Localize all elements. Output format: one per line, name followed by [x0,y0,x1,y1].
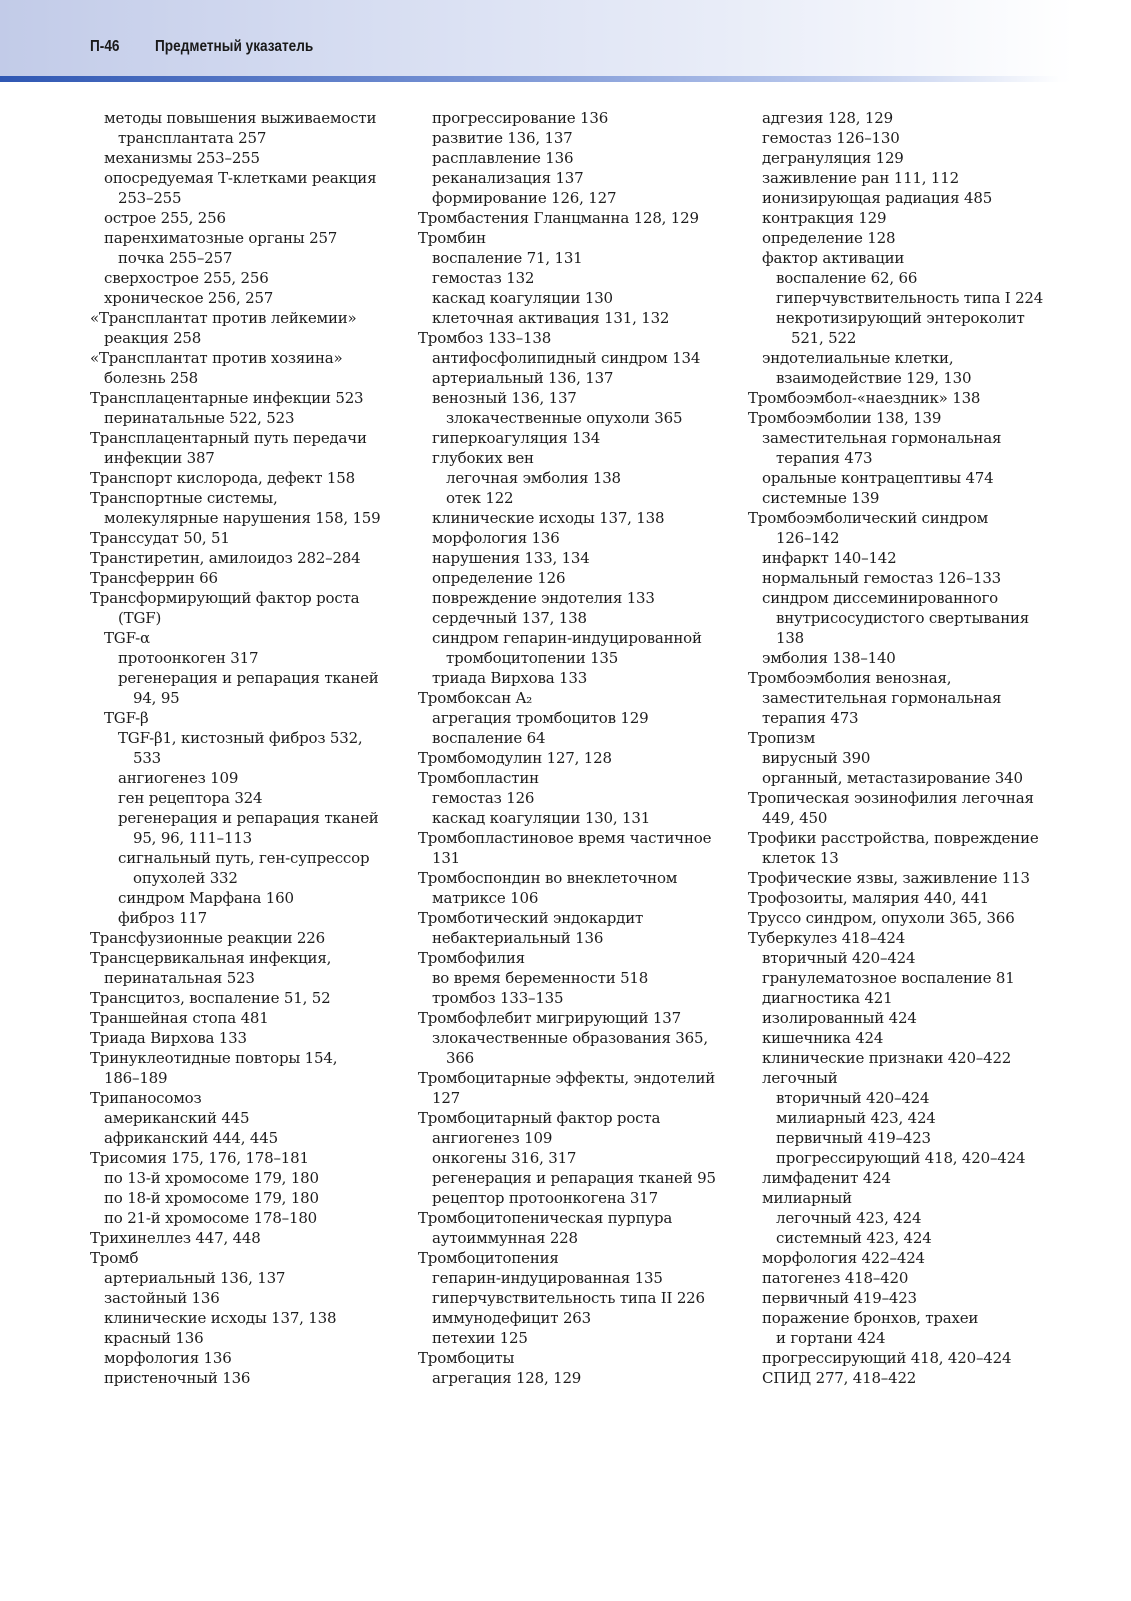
index-subentry: отек 122 [446,489,514,507]
index-subentry: воспаление 64 [432,729,546,747]
index-subentry: органный, метастазирование 340 [762,769,1023,787]
page-number: П-46 [90,38,120,55]
index-subentry: взаимодействие 129, 130 [776,369,972,387]
index-subentry: агрегация 128, 129 [432,1369,582,1387]
index-subentry: нарушения 133, 134 [432,549,590,567]
index-subentry: первичный 419–423 [762,1289,917,1307]
index-subentry: гемостаз 126–130 [762,129,900,147]
index-subentry: синдром гепарин-индуцированной [432,629,702,647]
index-subentry: прогрессирующий 418, 420–424 [762,1349,1012,1367]
index-subentry: инфекции 387 [104,449,215,467]
index-subentry: лимфаденит 424 [762,1169,891,1187]
index-heading: Транспорт кислорода, дефект 158 [90,469,355,487]
index-subentry: легочный [762,1069,838,1087]
index-subentry: американский 445 [104,1109,250,1127]
index-subentry: аутоиммунная 228 [432,1229,578,1247]
index-subentry: эмболия 138–140 [762,649,896,667]
index-heading: Тромбоциты [418,1349,515,1367]
index-subentry: 94, 95 [133,689,180,707]
index-subentry: сверхострое 255, 256 [104,269,269,287]
index-heading: Тромбопластин [418,769,539,787]
index-subentry: некротизирующий энтероколит [776,309,1025,327]
index-subentry: паренхиматозные органы 257 [104,229,338,247]
index-heading: Трихинеллез 447, 448 [90,1229,261,1247]
index-subentry: ангиогенез 109 [432,1129,553,1147]
index-subentry: артериальный 136, 137 [432,369,614,387]
index-subentry: ангиогенез 109 [118,769,239,787]
index-subentry: морфология 422–424 [762,1249,925,1267]
index-column-1 [90,108,390,1388]
index-heading: «Трансплантат против лейкемии» [90,309,357,327]
index-heading: Тромбастения Гланцманна 128, 129 [418,209,699,227]
index-subentry: первичный 419–423 [776,1129,931,1147]
index-subentry: онкогены 316, 317 [432,1149,577,1167]
index-subentry: внутрисосудистого свертывания [776,609,1030,627]
index-subentry: гиперчувствительность типа I 224 [776,289,1044,307]
index-heading: Тромбоцитарные эффекты, эндотелий [418,1069,716,1087]
index-heading: Трансформирующий фактор роста [90,589,360,607]
index-subentry: гемостаз 126 [432,789,535,807]
index-subentry: нормальный гемостаз 126–133 [762,569,1002,587]
header-rule [0,76,1060,82]
index-heading: Трофические язвы, заживление 113 [748,869,1030,887]
index-subentry: и гортани 424 [776,1329,886,1347]
index-subentry: формирование 126, 127 [432,189,617,207]
index-subentry: (TGF) [118,609,162,627]
index-subentry: перинатальная 523 [104,969,255,987]
index-heading: Транстиретин, амилоидоз 282–284 [90,549,361,567]
index-subentry: глубоких вен [432,449,534,467]
index-subentry: 126–142 [776,529,840,547]
index-subentry: определение 126 [432,569,566,587]
index-subentry: матриксе 106 [432,889,539,907]
index-heading: Транссудат 50, 51 [90,529,230,547]
index-heading: Трансплацентарные инфекции 523 [90,389,364,407]
index-subentry: милиарный 423, 424 [776,1109,936,1127]
index-subentry: дегрануляция 129 [762,149,904,167]
index-heading: Тромбоэмболия венозная, [748,669,952,687]
index-subentry: поражение бронхов, трахеи [762,1309,979,1327]
index-subentry: гиперкоагуляция 134 [432,429,601,447]
index-heading: «Трансплантат против хозяина» [90,349,343,367]
index-heading: Трипаносомоз [90,1089,202,1107]
index-column-2 [418,108,724,1388]
index-heading: Трансплацентарный путь передачи [90,429,367,447]
index-heading: Труссо синдром, опухоли 365, 366 [748,909,1015,927]
index-heading: Трансфузионные реакции 226 [90,929,325,947]
index-subentry: патогенез 418–420 [762,1269,909,1287]
index-subentry: клинические исходы 137, 138 [104,1309,337,1327]
index-subentry: прогрессирование 136 [432,109,609,127]
index-heading: Тромбоэмбол-«наездник» 138 [748,389,981,407]
index-subentry: прогрессирующий 418, 420–424 [776,1149,1026,1167]
index-subentry: сердечный 137, 138 [432,609,587,627]
page-title: Предметный указатель [155,38,314,55]
index-subentry: 138 [776,629,805,647]
index-subentry: расплавление 136 [432,149,574,167]
index-subentry: хроническое 256, 257 [104,289,274,307]
index-subentry: ген рецептора 324 [118,789,263,807]
index-subentry: системный 423, 424 [776,1229,932,1247]
index-subentry: болезнь 258 [104,369,199,387]
index-subentry: СПИД 277, 418–422 [762,1369,917,1387]
index-subentry: гепарин-индуцированная 135 [432,1269,663,1287]
index-subentry: тромбоз 133–135 [432,989,564,1007]
index-subentry: клинические признаки 420–422 [762,1049,1012,1067]
index-subentry: ионизирующая радиация 485 [762,189,993,207]
index-heading: Тромбин [418,229,486,247]
index-subentry: небактериальный 136 [432,929,604,947]
index-subentry: фактор активации [762,249,905,267]
index-heading: Тромбоэмболический синдром [748,509,989,527]
index-subentry: опосредуемая Т-клетками реакция [104,169,377,187]
index-subentry: заживление ран 111, 112 [762,169,959,187]
index-subentry: петехии 125 [432,1329,528,1347]
index-subentry: венозный 136, 137 [432,389,577,407]
index-subentry: TGF-β [104,709,149,727]
index-subentry: повреждение эндотелия 133 [432,589,655,607]
index-subentry: африканский 444, 445 [104,1129,278,1147]
index-subentry: по 13-й хромосоме 179, 180 [104,1169,319,1187]
index-subentry: 95, 96, 111–113 [133,829,253,847]
index-subentry: терапия 473 [762,709,859,727]
index-subentry: антифосфолипидный синдром 134 [432,349,701,367]
index-heading: Транспортные системы, [90,489,278,507]
index-subentry: инфаркт 140–142 [762,549,897,567]
index-subentry: перинатальные 522, 523 [104,409,295,427]
index-subentry: каскад коагуляции 130, 131 [432,809,651,827]
index-subentry: реакция 258 [104,329,202,347]
index-subentry: пристеночный 136 [104,1369,251,1387]
index-heading: Тромбоз 133–138 [418,329,552,347]
index-heading: Трофики расстройства, повреждение [748,829,1039,847]
index-heading: Трансцитоз, воспаление 51, 52 [90,989,331,1007]
index-subentry: злокачественные опухоли 365 [446,409,683,427]
index-subentry: тромбоцитопении 135 [446,649,619,667]
index-subentry: по 18-й хромосоме 179, 180 [104,1189,319,1207]
index-subentry: по 21-й хромосоме 178–180 [104,1209,318,1227]
index-subentry: TGF-β1, кистозный фиброз 532, [118,729,363,747]
index-subentry: острое 255, 256 [104,209,226,227]
index-subentry: клеток 13 [762,849,839,867]
index-subentry: TGF-α [104,629,150,647]
index-heading: Тромбоксан A₂ [418,689,533,707]
index-subentry: каскад коагуляции 130 [432,289,613,307]
index-heading: Тромботический эндокардит [418,909,644,927]
index-heading: Трансферрин 66 [90,569,218,587]
index-heading: Тромбофилия [418,949,525,967]
index-subentry: заместительная гормональная [762,429,1002,447]
index-heading: Тропизм [748,729,816,747]
index-subentry: регенерация и репарация тканей [118,809,379,827]
index-subentry: терапия 473 [776,449,873,467]
index-subentry: морфология 136 [432,529,560,547]
index-heading: Триада Вирхова 133 [90,1029,247,1047]
index-subentry: оральные контрацептивы 474 [762,469,994,487]
index-subentry: фиброз 117 [118,909,207,927]
index-heading: Траншейная стопа 481 [90,1009,269,1027]
index-subentry: во время беременности 518 [432,969,649,987]
index-subentry: легочная эмболия 138 [446,469,621,487]
index-subentry: изолированный 424 [762,1009,917,1027]
index-subentry: механизмы 253–255 [104,149,260,167]
index-heading: Тромбоэмболии 138, 139 [748,409,942,427]
index-subentry: агрегация тромбоцитов 129 [432,709,649,727]
page-header [0,0,1131,82]
index-subentry: застойный 136 [104,1289,220,1307]
index-subentry: клинические исходы 137, 138 [432,509,665,527]
index-subentry: синдром Марфана 160 [118,889,294,907]
index-subentry: вторичный 420–424 [762,949,916,967]
index-subentry: протоонкоген 317 [118,649,259,667]
index-subentry: воспаление 71, 131 [432,249,583,267]
index-heading: Тромбоспондин во внеклеточном [418,869,678,887]
index-subentry: заместительная гормональная [762,689,1002,707]
index-subentry: опухолей 332 [133,869,238,887]
index-heading: Тромбоцитопения [418,1249,559,1267]
index-subentry: адгезия 128, 129 [762,109,893,127]
index-subentry: 449, 450 [762,809,828,827]
index-subentry: рецептор протоонкогена 317 [432,1189,658,1207]
index-subentry: 366 [446,1049,475,1067]
index-subentry: гранулематозное воспаление 81 [762,969,1015,987]
index-subentry: синдром диссеминированного [762,589,999,607]
index-subentry: эндотелиальные клетки, [762,349,954,367]
index-subentry: контракция 129 [762,209,887,227]
index-heading: Трисомия 175, 176, 178–181 [90,1149,309,1167]
index-subentry: развитие 136, 137 [432,129,573,147]
index-subentry: легочный 423, 424 [776,1209,922,1227]
index-heading: Туберкулез 418–424 [748,929,906,947]
index-subentry: трансплантата 257 [118,129,267,147]
index-heading: Тромбопластиновое время частичное [418,829,712,847]
index-heading: Тромбоцитарный фактор роста [418,1109,661,1127]
index-subentry: определение 128 [762,229,896,247]
index-subentry: артериальный 136, 137 [104,1269,286,1287]
index-heading: Трофозоиты, малярия 440, 441 [748,889,990,907]
index-subentry: 127 [432,1089,461,1107]
index-subentry: системные 139 [762,489,880,507]
index-heading: Тромбомодулин 127, 128 [418,749,612,767]
index-subentry: 533 [133,749,162,767]
index-subentry: почка 255–257 [118,249,233,267]
index-subentry: диагностика 421 [762,989,893,1007]
index-subentry: реканализация 137 [432,169,584,187]
index-subentry: вторичный 420–424 [776,1089,930,1107]
index-subentry: 253–255 [118,189,182,207]
index-subentry: злокачественные образования 365, [432,1029,708,1047]
index-heading: Тромбоцитопеническая пурпура [418,1209,673,1227]
index-subentry: гиперчувствительность типа II 226 [432,1289,705,1307]
index-heading: Тринуклеотидные повторы 154, [90,1049,338,1067]
index-subentry: гемостаз 132 [432,269,535,287]
index-subentry: вирусный 390 [762,749,871,767]
index-subentry: методы повышения выживаемости [104,109,377,127]
index-subentry: сигнальный путь, ген-супрессор [118,849,370,867]
index-subentry: 131 [432,849,461,867]
index-subentry: регенерация и репарация тканей [118,669,379,687]
index-heading: Тромбофлебит мигрирующий 137 [418,1009,681,1027]
index-heading: Тромб [90,1249,139,1267]
index-heading: Трансцервикальная инфекция, [90,949,332,967]
index-subentry: воспаление 62, 66 [776,269,918,287]
index-subentry: милиарный [762,1189,852,1207]
index-subentry: регенерация и репарация тканей 95 [432,1169,716,1187]
index-subentry: морфология 136 [104,1349,232,1367]
index-subentry: 521, 522 [791,329,857,347]
index-subentry: 186–189 [104,1069,168,1087]
index-subentry: кишечника 424 [762,1029,884,1047]
index-subentry: триада Вирхова 133 [432,669,588,687]
index-subentry: иммунодефицит 263 [432,1309,591,1327]
index-subentry: клеточная активация 131, 132 [432,309,670,327]
index-subentry: красный 136 [104,1329,204,1347]
index-heading: Тропическая эозинофилия легочная [748,789,1034,807]
index-column-3 [748,108,1048,1388]
index-subentry: молекулярные нарушения 158, 159 [104,509,381,527]
